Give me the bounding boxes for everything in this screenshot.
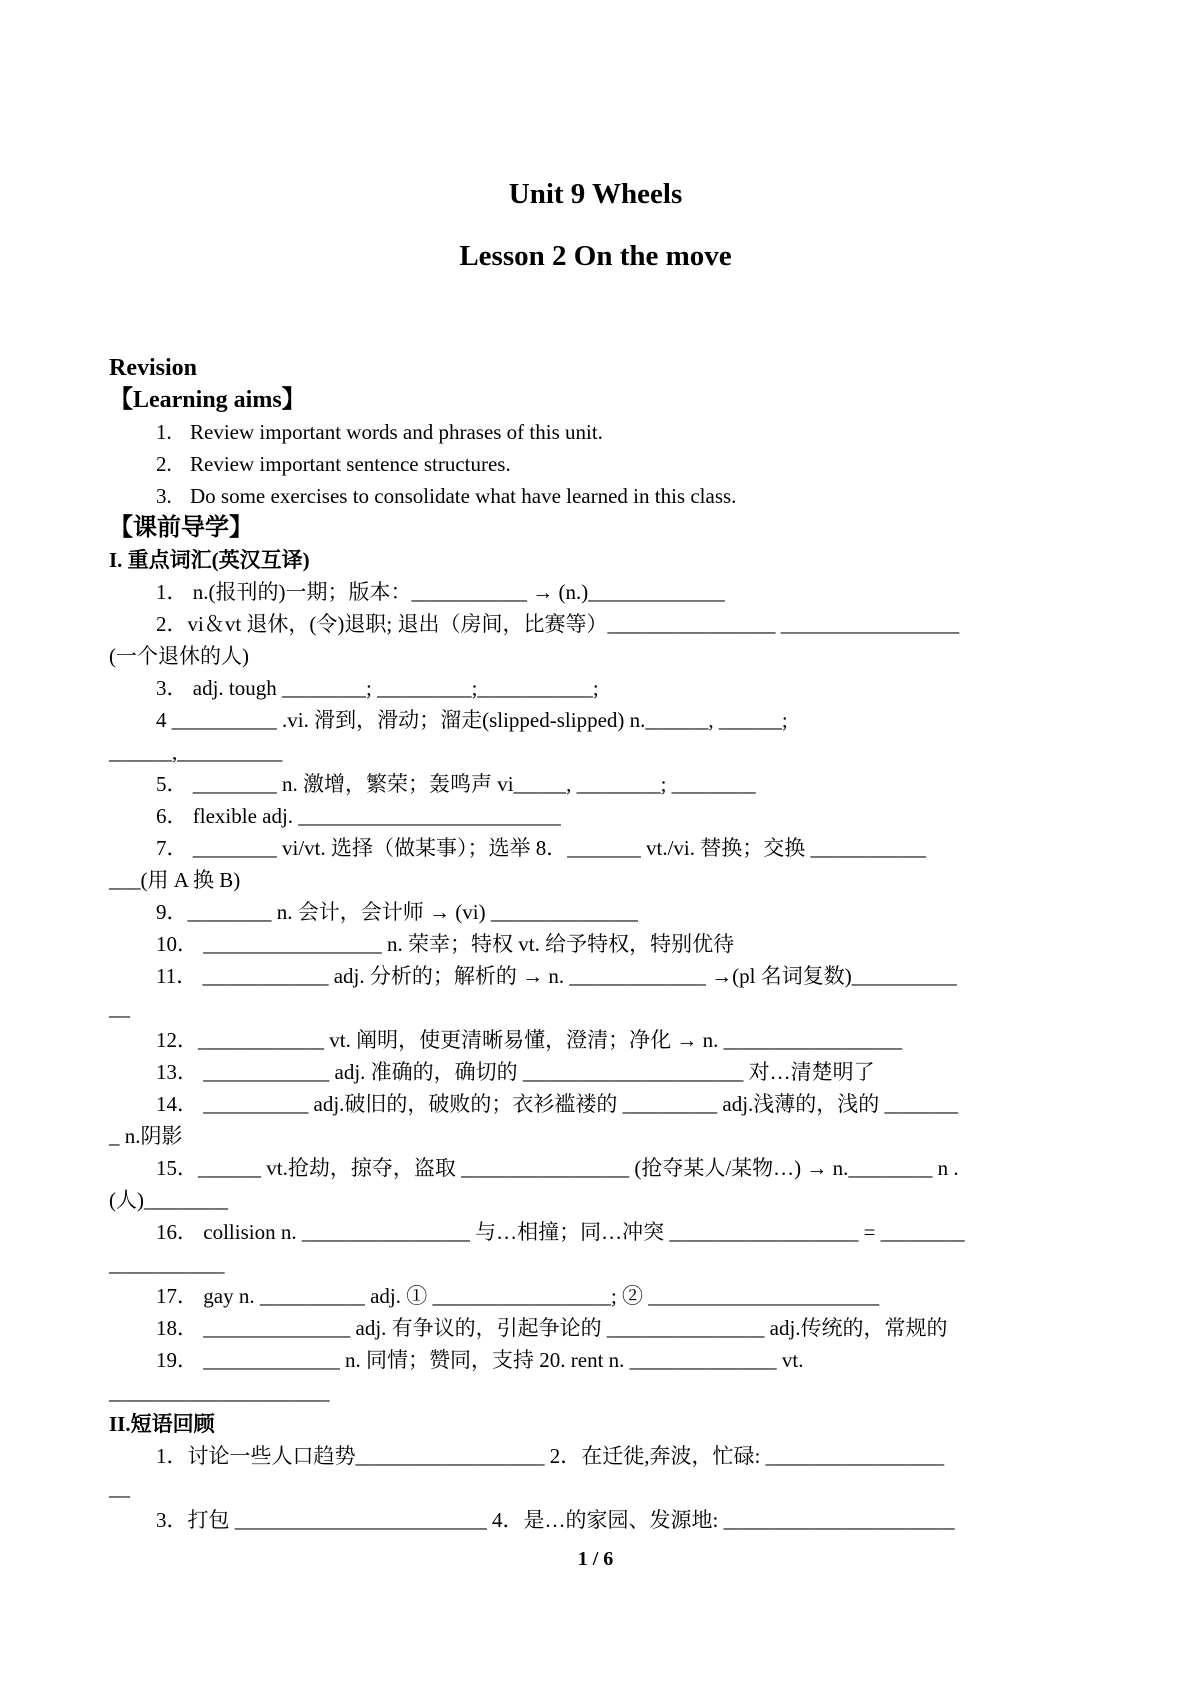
vocab-line: 4 __________ .vi. 滑到，滑动；溜走(slipped-slipped) n.______, ______; xyxy=(156,708,788,732)
vocab-line: _ n.阴影 xyxy=(109,1124,183,1148)
vocab-line: 7． ________ vi/vt. 选择（做某事）；选举 8．_______ vt./vi. 替换；交换 ___________ xyxy=(156,836,927,860)
vocab-line: 11． ____________ adj. 分析的；解析的 → n. _____________ →(pl 名词复数)__________ xyxy=(156,964,957,988)
vocab-line: ___(用 A 换 B) xyxy=(109,868,241,892)
learning-aims-heading: 【Learning aims】 xyxy=(109,387,306,413)
vocab-line: 2．vi＆vt 退休，(令)退职; 退出（房间，比赛等）________________ _________________ xyxy=(156,612,960,636)
phrases-section-heading: II.短语回顾 xyxy=(109,1412,215,1436)
vocab-line: 6． flexible adj. _________________________ xyxy=(156,804,561,828)
aim-item: 2. Review important sentence structures. xyxy=(156,452,511,476)
revision-heading: Revision xyxy=(109,355,198,381)
vocab-line: __ xyxy=(109,996,130,1020)
page-number: 1 / 6 xyxy=(577,1548,614,1570)
vocab-line: ___________ xyxy=(109,1252,225,1276)
vocab-line: 9．________ n. 会计，会计师 → (vi) ______________ xyxy=(156,900,638,924)
document-title: Unit 9 Wheels xyxy=(508,178,683,210)
aim-item: 3. Do some exercises to consolidate what have learned in this class. xyxy=(156,484,737,508)
phrase-line: 3．打包 ________________________ 4．是…的家园、发源地: ______________________ xyxy=(156,1508,955,1532)
vocab-line: 16． collision n. ________________ 与…相撞；同…冲突 __________________ = ________ xyxy=(156,1220,965,1244)
preview-heading: 【课前导学】 xyxy=(109,515,253,541)
vocab-line: 5． ________ n. 激增，繁荣；轰鸣声 vi_____, ________; ________ xyxy=(156,772,756,796)
document-subtitle: Lesson 2 On the move xyxy=(459,240,732,272)
vocabulary-section-heading: I. 重点词汇(英汉互译) xyxy=(109,548,310,572)
vocab-line: 14． __________ adj.破旧的，破败的；衣衫褴褛的 _________ adj.浅薄的，浅的 _______ xyxy=(156,1092,959,1116)
vocab-line: ______,__________ xyxy=(109,740,283,764)
document-body xyxy=(109,352,1089,1536)
vocab-line: 3． adj. tough ________; _________;___________; xyxy=(156,676,599,700)
vocab-line: 15．______ vt.抢劫，掠夺，盗取 ________________ (抢夺某人/某物…) → n.________ n . xyxy=(156,1156,959,1180)
vocab-line: 13． ____________ adj. 准确的，确切的 _____________________ 对…清楚明了 xyxy=(156,1060,875,1084)
vocab-line: _____________________ xyxy=(109,1380,330,1404)
vocab-line: 19． _____________ n. 同情；赞同，支持 20. rent n. ______________ vt. xyxy=(156,1348,804,1372)
phrase-line: 1．讨论一些人口趋势__________________ 2．在迁徙,奔波，忙碌: _________________ xyxy=(156,1444,945,1468)
phrase-line: __ xyxy=(109,1476,130,1500)
vocab-line: 17． gay n. __________ adj. ① _________________; ② ______________________ xyxy=(156,1284,880,1308)
vocab-line: (一个退休的人) xyxy=(109,644,249,668)
vocab-line: 12．____________ vt. 阐明，使更清晰易懂，澄清；净化 → n. _________________ xyxy=(156,1028,903,1052)
aim-item: 1. Review important words and phrases of this unit. xyxy=(156,420,603,444)
vocab-line: 18． ______________ adj. 有争议的，引起争论的 _______________ adj.传统的，常规的 xyxy=(156,1316,948,1340)
vocab-line: (人)________ xyxy=(109,1188,228,1212)
vocab-line: 1． n.(报刊的)一期；版本：___________ → (n.)_____________ xyxy=(156,580,725,604)
vocab-line: 10． _________________ n. 荣幸；特权 vt. 给予特权，特别优待 xyxy=(156,932,735,956)
